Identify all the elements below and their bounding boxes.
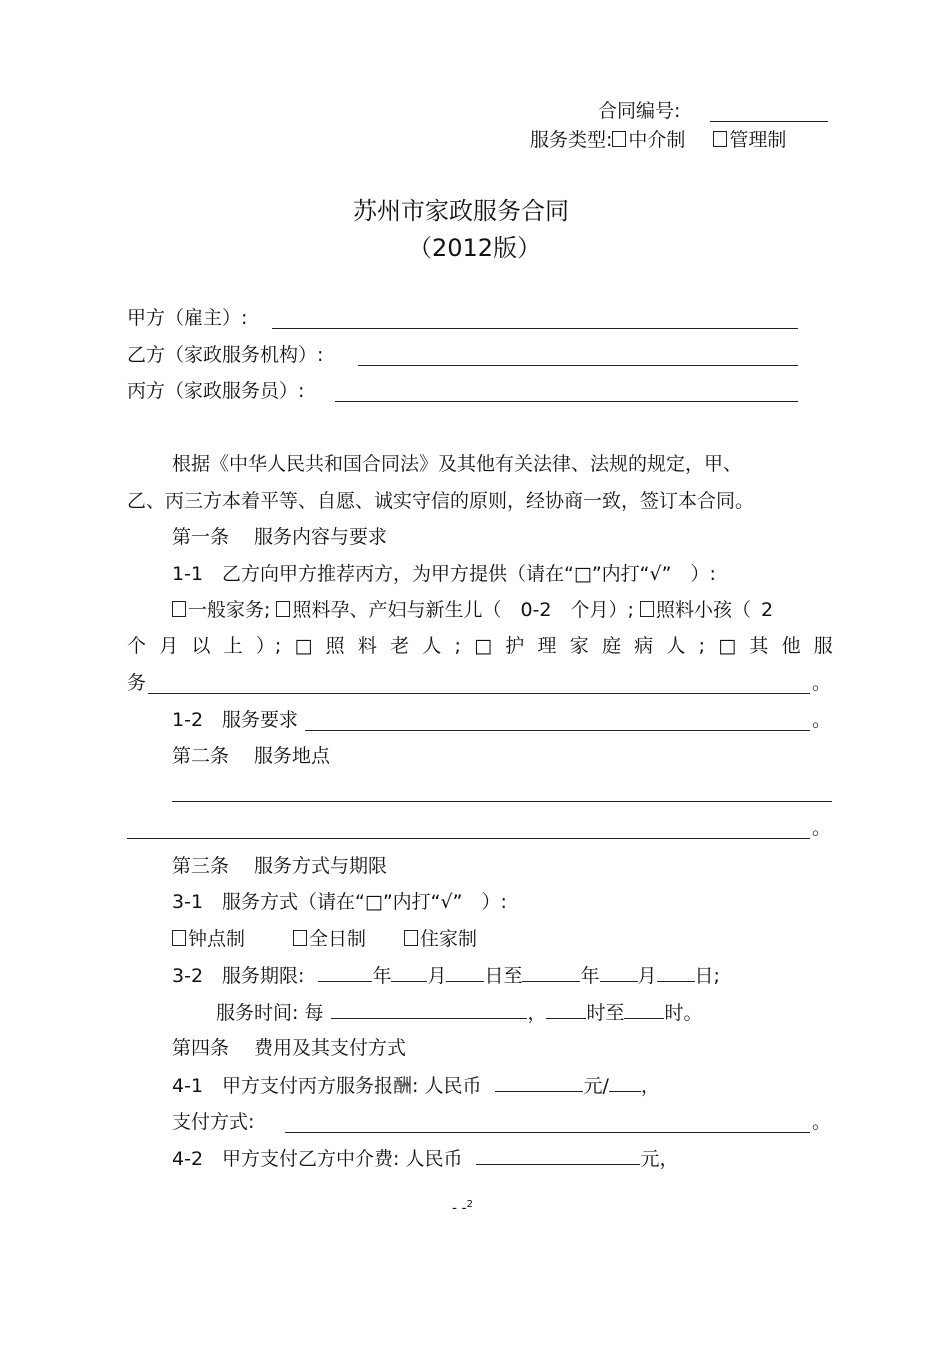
- year-label: 年: [580, 965, 600, 987]
- page-title: 苏州市家政服务合同: [353, 197, 569, 225]
- service-fee-field[interactable]: [495, 1073, 583, 1092]
- service-location-field-1[interactable]: [172, 801, 832, 802]
- period: 。: [812, 709, 832, 731]
- clause-3-2-label: 3-2 服务期限:: [172, 965, 305, 987]
- service-options-char: 老: [390, 635, 410, 657]
- party-a-label: 甲方（雇主）:: [127, 307, 248, 329]
- checkbox-daytime[interactable]: [293, 930, 307, 946]
- option-child-care: 照料小孩（: [655, 599, 751, 621]
- service-type-label: 服务类型:: [530, 129, 613, 151]
- service-options-char: ;: [698, 635, 705, 657]
- option-child-care-value: 2: [760, 599, 774, 621]
- start-year-field[interactable]: [318, 963, 372, 982]
- yuan-per-label: 元/: [583, 1075, 609, 1097]
- service-options-char: 病: [634, 635, 654, 657]
- page-footer: [452, 1196, 473, 1218]
- period: 。: [812, 672, 832, 694]
- payment-method-label: 支付方式:: [172, 1111, 255, 1133]
- clause-3-1: 3-1 服务方式（请在“□”内打“√” ）:: [172, 891, 507, 913]
- other-service-field[interactable]: [148, 693, 810, 694]
- service-options-row: [172, 598, 833, 622]
- service-mode-row: [172, 927, 477, 951]
- checkbox[interactable]: □: [474, 635, 493, 657]
- service-options-char: 庭: [601, 635, 621, 657]
- start-hour-field[interactable]: [546, 1000, 586, 1019]
- article-3-heading: 第三条 服务方式与期限: [172, 855, 388, 877]
- service-options-char: 他: [781, 635, 801, 657]
- checkbox-maternity-care[interactable]: [276, 601, 290, 617]
- end-month-field[interactable]: [600, 963, 638, 982]
- page-edition: （2012版）: [408, 234, 542, 262]
- payment-method-field[interactable]: [285, 1132, 810, 1133]
- yuan-label: 元，: [640, 1148, 679, 1170]
- comma: ，: [640, 1075, 660, 1097]
- period: 。: [812, 1111, 832, 1133]
- service-time-label: 服务时间: 每: [216, 1002, 324, 1024]
- fee-unit-field[interactable]: [609, 1073, 641, 1092]
- checkbox-hourly[interactable]: [172, 930, 186, 946]
- service-options-char: 人: [666, 635, 686, 657]
- end-hour-field[interactable]: [624, 1000, 664, 1019]
- service-location-field-2[interactable]: [127, 838, 810, 839]
- article-1-heading: 第一条 服务内容与要求: [172, 526, 388, 548]
- service-options-char: 护: [505, 635, 525, 657]
- checkbox[interactable]: □: [294, 635, 313, 657]
- option-management: 管理制: [729, 129, 787, 151]
- checkbox-agency[interactable]: [612, 131, 626, 147]
- clause-4-1-row: [172, 1073, 660, 1098]
- option-general-housework: 一般家务;: [188, 599, 271, 621]
- day-end-label: 日;: [694, 965, 720, 987]
- service-options-line-3: [127, 634, 833, 658]
- clause-4-1: 4-1 甲方支付丙方服务报酬: 人民币: [172, 1075, 482, 1097]
- clause-1-2: 1-2 服务要求: [172, 709, 299, 731]
- article-4-heading: 第四条 费用及其支付方式: [172, 1037, 407, 1059]
- preamble-line-1: 根据《中华人民共和国合同法》及其他有关法律、法规的规定，甲、: [172, 453, 743, 475]
- period: 。: [812, 817, 832, 839]
- end-year-field[interactable]: [522, 963, 580, 982]
- service-time-row: [216, 1000, 703, 1025]
- page-dashes: - -: [452, 1200, 467, 1217]
- service-options-char: 个: [127, 635, 147, 657]
- contract-number-label: 合同编号:: [598, 100, 681, 122]
- party-c-label: 丙方（家政服务员）:: [127, 380, 305, 402]
- option-daytime: 全日制: [309, 928, 367, 950]
- checkbox-management[interactable]: [713, 131, 727, 147]
- page-number: 2: [466, 1199, 473, 1210]
- service-options-char: 人: [422, 635, 442, 657]
- service-type-row: [530, 128, 786, 152]
- service-requirements-field[interactable]: [305, 730, 810, 731]
- other-service-prefix: 务: [127, 672, 147, 694]
- contract-number-field[interactable]: [710, 121, 828, 122]
- day-to-label: 日至: [484, 965, 523, 987]
- service-options-char: 料: [357, 635, 377, 657]
- checkbox[interactable]: □: [718, 635, 737, 657]
- option-live-in: 住家制: [420, 928, 478, 950]
- clause-4-2: 4-2 甲方支付乙方中介费: 人民币: [172, 1148, 463, 1170]
- service-options-char: 理: [537, 635, 557, 657]
- clause-1-1: 1-1 乙方向甲方推荐丙方，为甲方提供（请在“□”内打“√” ）:: [172, 563, 716, 585]
- service-options-char: 照: [325, 635, 345, 657]
- checkbox-child-care[interactable]: [640, 601, 654, 617]
- service-options-char: 服: [813, 635, 833, 657]
- clause-4-2-row: [172, 1146, 679, 1171]
- agency-fee-field[interactable]: [476, 1146, 640, 1165]
- start-day-field[interactable]: [446, 963, 484, 982]
- preamble-line-2: 乙、丙三方本着平等、自愿、诚实守信的原则，经协商一致，签订本合同。: [127, 490, 755, 512]
- service-options-char: ;: [454, 635, 461, 657]
- service-time-frequency-field[interactable]: [331, 1000, 527, 1019]
- service-options-char: 其: [749, 635, 769, 657]
- party-a-field[interactable]: [272, 328, 798, 329]
- option-agency: 中介制: [628, 129, 686, 151]
- service-options-char: 以: [191, 635, 211, 657]
- party-b-label: 乙方（家政服务机构）:: [127, 344, 324, 366]
- comma: ，: [527, 1002, 547, 1024]
- service-options-char: ）;: [255, 635, 282, 657]
- hour-end-label: 时。: [664, 1002, 703, 1024]
- hour-to-label: 时至: [586, 1002, 625, 1024]
- clause-3-2-row: [172, 963, 720, 988]
- year-label: 年: [372, 965, 392, 987]
- month-label: 月: [637, 965, 657, 987]
- article-2-heading: 第二条 服务地点: [172, 745, 331, 767]
- service-options-char: 上: [223, 635, 243, 657]
- party-c-field[interactable]: [335, 401, 798, 402]
- checkbox-general-housework[interactable]: [172, 601, 186, 617]
- checkbox-live-in[interactable]: [404, 930, 418, 946]
- party-b-field[interactable]: [358, 365, 798, 366]
- service-options-char: 家: [569, 635, 589, 657]
- service-options-char: 月: [159, 635, 179, 657]
- option-hourly: 钟点制: [188, 928, 246, 950]
- start-month-field[interactable]: [391, 963, 427, 982]
- month-label: 月: [427, 965, 447, 987]
- option-maternity-care: 照料孕、产妇与新生儿（ 0-2 个月）;: [292, 599, 634, 621]
- end-day-field[interactable]: [657, 963, 695, 982]
